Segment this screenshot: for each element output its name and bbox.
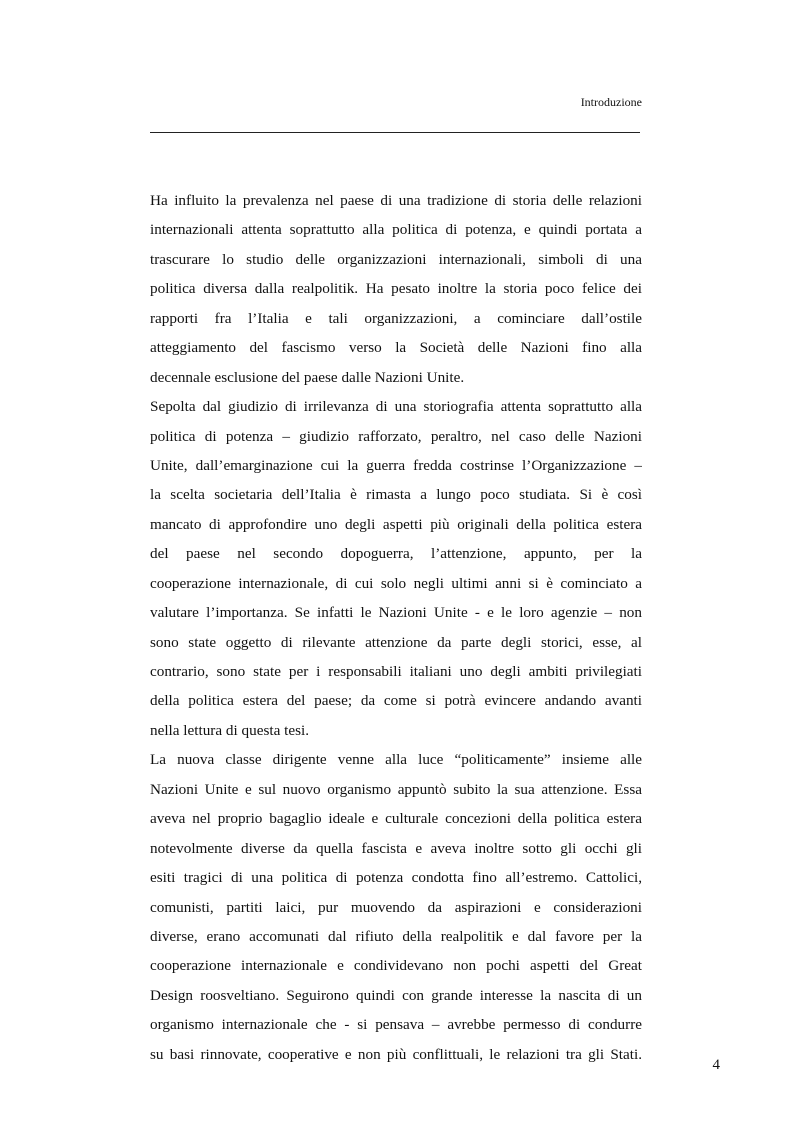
text-line: politica di potenza – giudizio rafforzato, peraltro, nel caso delle Nazioni — [150, 427, 642, 445]
running-header-title: Introduzione — [580, 95, 642, 109]
text-line: la scelta societaria dell’Italia è rimasta a lungo poco studiata. Si è così — [150, 486, 642, 504]
text-line: aveva nel proprio bagaglio ideale e culturale concezioni della politica estera — [150, 810, 642, 828]
text-line: cooperazione internazionale e condividevano non pochi aspetti del Great — [150, 957, 642, 975]
header-divider — [150, 132, 640, 133]
text-line: Nazioni Unite e sul nuovo organismo appuntò subito la sua attenzione. Essa — [150, 780, 642, 798]
text-line: su basi rinnovate, cooperative e non più conflittuali, le relazioni tra gli Stati. — [150, 1045, 642, 1063]
text-line: atteggiamento del fascismo verso la Società delle Nazioni fino alla — [150, 339, 642, 357]
text-line: nella lettura di questa tesi. — [150, 721, 309, 739]
text-line: organismo internazionale che - si pensava – avrebbe permesso di condurre — [150, 1016, 642, 1034]
text-line: comunisti, partiti laici, pur muovendo da aspirazioni e considerazioni — [150, 898, 642, 916]
body-text — [150, 186, 642, 1069]
text-line: contrario, sono state per i responsabili italiani uno degli ambiti privilegiati — [150, 663, 642, 680]
text-line: sono state oggetto di rilevante attenzione da parte degli storici, esse, al — [150, 633, 642, 651]
text-line: della politica estera del paese; da come si potrà evincere andando avanti — [150, 692, 642, 710]
text-line: Ha influito la prevalenza nel paese di una tradizione di storia delle relazioni — [150, 192, 642, 209]
text-line: diverse, erano accomunati dal rifiuto della realpolitik e dal favore per la — [150, 927, 642, 945]
text-line: internazionali attenta soprattutto alla politica di potenza, e quindi portata a — [150, 221, 642, 239]
text-line: cooperazione internazionale, di cui solo negli ultimi anni si è cominciato a — [150, 574, 642, 592]
text-line: valutare l’importanza. Se infatti le Nazioni Unite - e le loro agenzie – non — [150, 604, 642, 622]
text-line: La nuova classe dirigente venne alla luce “politicamente” insieme alle — [150, 751, 642, 769]
text-line: esiti tragici di una politica di potenza condotta fino all’estremo. Cattolici, — [150, 869, 642, 887]
text-line: del paese nel secondo dopoguerra, l’attenzione, appunto, per la — [150, 545, 642, 563]
text-line: politica diversa dalla realpolitik. Ha pesato inoltre la storia poco felice dei — [150, 280, 642, 298]
text-line: notevolmente diverse da quella fascista e aveva inoltre sotto gli occhi gli — [150, 839, 642, 857]
page-number: 4 — [712, 1057, 720, 1073]
text-line: mancato di approfondire uno degli aspetti più originali della politica estera — [150, 515, 642, 533]
text-line: Sepolta dal giudizio di irrilevanza di una storiografia attenta soprattutto alla — [150, 398, 642, 416]
text-line: Unite, dall’emarginazione cui la guerra fredda costrinse l’Organizzazione – — [150, 456, 642, 474]
text-line: Design roosveltiano. Seguirono quindi con grande interesse la nascita di un — [150, 986, 642, 1004]
text-line: trascurare lo studio delle organizzazioni internazionali, simboli di una — [150, 250, 642, 268]
text-line: rapporti fra l’Italia e tali organizzazioni, a cominciare dall’ostile — [150, 309, 642, 327]
text-line: decennale esclusione del paese dalle Nazioni Unite. — [150, 368, 465, 386]
